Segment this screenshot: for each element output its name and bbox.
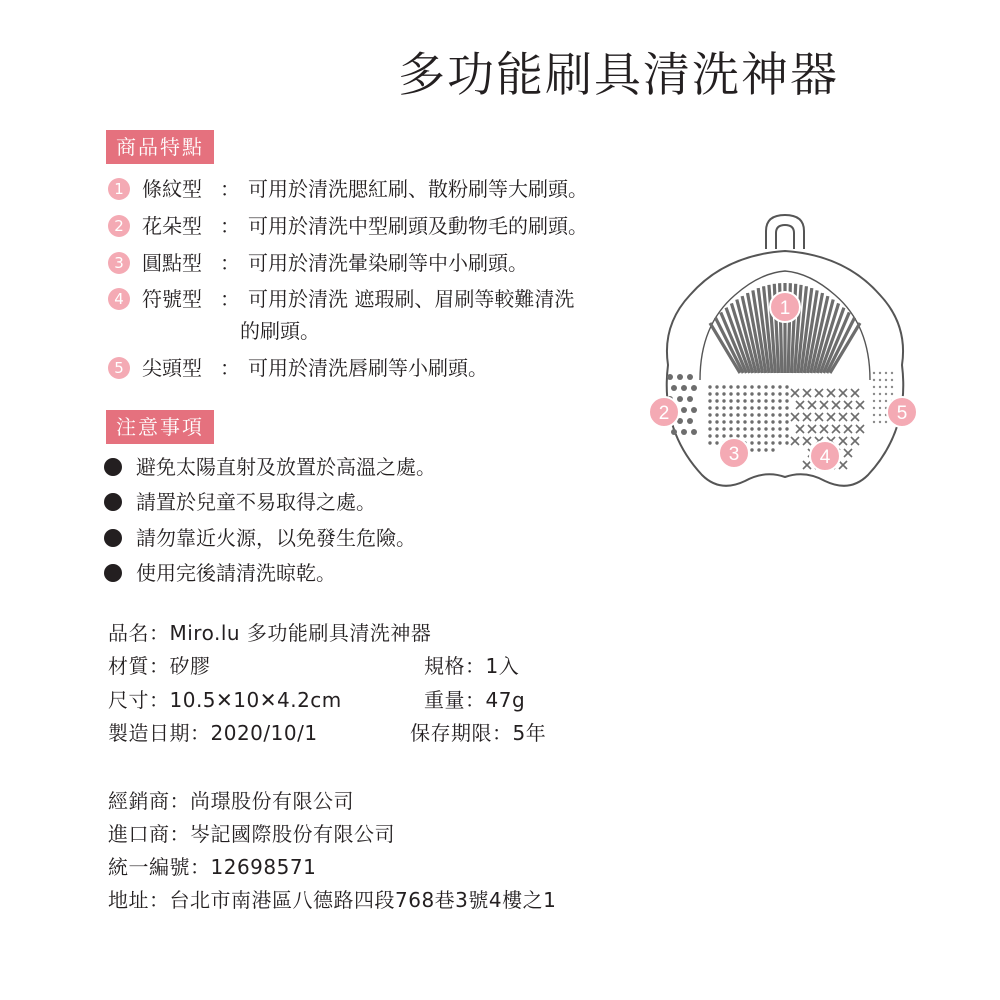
features-heading: 商品特點 bbox=[106, 130, 214, 164]
label-number: 3 bbox=[728, 444, 740, 465]
note-item bbox=[104, 488, 376, 516]
feature-name: 圓點型 bbox=[142, 251, 202, 275]
label-badge-4 bbox=[810, 441, 840, 471]
label-number: 2 bbox=[658, 403, 670, 424]
feature-name: 尖頭型 bbox=[142, 356, 202, 380]
bullet-dot bbox=[104, 529, 122, 547]
feature-item bbox=[108, 249, 528, 277]
address: 地址：台北市南港區八德路四段768巷3號4樓之1 bbox=[108, 888, 557, 912]
feature-separator: ： bbox=[220, 214, 240, 238]
feature-separator: ： bbox=[220, 177, 240, 201]
feature-separator: ： bbox=[220, 356, 240, 380]
label-number: 4 bbox=[819, 447, 831, 468]
label-badge-1 bbox=[770, 292, 800, 322]
label-badge-2 bbox=[649, 397, 679, 427]
feature-desc: 可用於清洗 遮瑕刷、眉刷等較難清洗 bbox=[248, 287, 575, 311]
feature-desc-continued: 的刷頭。 bbox=[240, 319, 320, 343]
feature-desc: 可用於清洗暈染刷等中小刷頭。 bbox=[248, 251, 528, 275]
note-text: 請勿靠近火源，以免發生危險。 bbox=[136, 526, 416, 550]
product-illustration bbox=[640, 205, 930, 500]
page-title: 多功能刷具清洗神器 bbox=[398, 48, 839, 103]
number-badge: 1 bbox=[108, 178, 130, 200]
spec-material: 材質：矽膠 bbox=[108, 654, 211, 678]
label-badge-3 bbox=[719, 438, 749, 468]
number-badge: 3 bbox=[108, 252, 130, 274]
spec-mfg-date: 製造日期：2020/10/1 bbox=[108, 721, 318, 745]
spec-size: 尺寸：10.5✕10✕4.2cm bbox=[108, 688, 342, 712]
number-badge: 2 bbox=[108, 215, 130, 237]
feature-desc: 可用於清洗腮紅刷、散粉刷等大刷頭。 bbox=[248, 177, 588, 201]
note-text: 避免太陽直射及放置於高溫之處。 bbox=[136, 455, 436, 479]
feature-name: 符號型 bbox=[142, 287, 202, 311]
distributor-name: 經銷商：尚璟股份有限公司 bbox=[108, 789, 354, 813]
bullet-dot bbox=[104, 493, 122, 511]
feature-desc: 可用於清洗中型刷頭及動物毛的刷頭。 bbox=[248, 214, 588, 238]
dot-pattern bbox=[708, 385, 788, 451]
feature-item bbox=[108, 354, 488, 382]
importer-name: 進口商：岑記國際股份有限公司 bbox=[108, 822, 395, 846]
feature-item bbox=[108, 285, 574, 313]
number-badge: 4 bbox=[108, 288, 130, 310]
label-number: 1 bbox=[779, 298, 791, 319]
feature-separator: ： bbox=[220, 251, 240, 275]
feature-name: 條紋型 bbox=[142, 177, 202, 201]
note-item bbox=[104, 559, 336, 587]
tax-id: 統一編號：12698571 bbox=[108, 855, 317, 879]
spec-quantity: 規格：1入 bbox=[424, 654, 520, 678]
note-text: 使用完後請清洗晾乾。 bbox=[136, 561, 336, 585]
feature-separator: ： bbox=[220, 287, 240, 311]
feature-item bbox=[108, 212, 588, 240]
feature-item bbox=[108, 175, 588, 203]
spec-shelf-life: 保存期限：5年 bbox=[410, 721, 547, 745]
note-item bbox=[104, 524, 416, 552]
bullet-dot bbox=[104, 564, 122, 582]
note-item bbox=[104, 453, 436, 481]
bullet-dot bbox=[104, 458, 122, 476]
number-badge: 5 bbox=[108, 357, 130, 379]
spec-weight: 重量：47g bbox=[424, 688, 526, 712]
label-number: 5 bbox=[896, 403, 908, 424]
spec-product-name: 品名：Miro.lu 多功能刷具清洗神器 bbox=[108, 621, 432, 645]
notes-heading: 注意事項 bbox=[106, 410, 214, 444]
note-text: 請置於兒童不易取得之處。 bbox=[136, 490, 376, 514]
feature-name: 花朵型 bbox=[142, 214, 202, 238]
feature-desc: 可用於清洗唇刷等小刷頭。 bbox=[248, 356, 488, 380]
label-badge-5 bbox=[887, 397, 917, 427]
